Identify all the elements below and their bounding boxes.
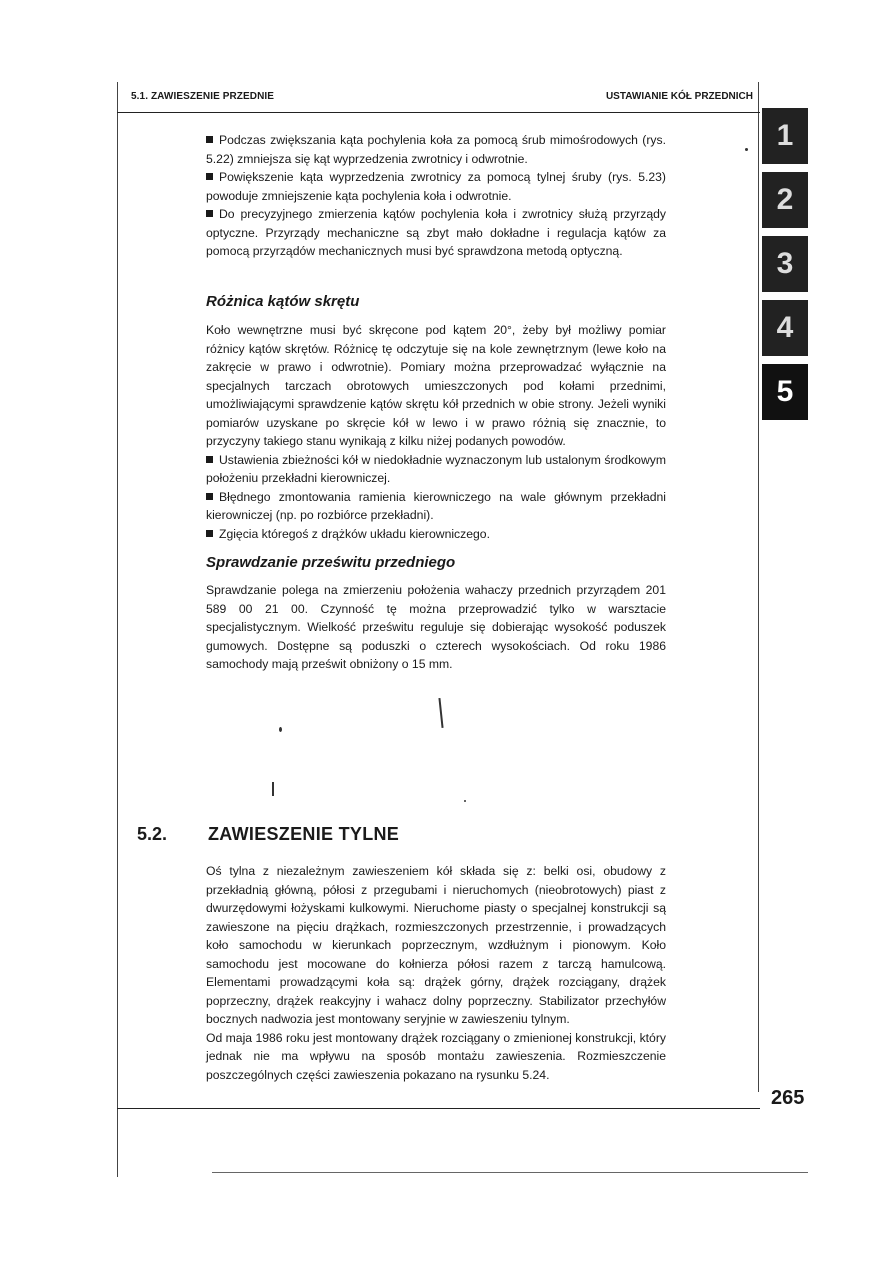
scan-speck (279, 727, 282, 732)
ground-clearance-block (206, 581, 666, 674)
scan-speck (745, 148, 748, 151)
turn-angle-bullet-1: Ustawienia zbieżności kół w niedokładnie wyznaczonym lub ustalonym środkowym położeniu przekładni kierowniczej. (206, 452, 666, 485)
rear-suspension-paragraph-1: Oś tylna z niezależnym zawieszeniem kół składa się z: belki osi, obudowy z przekładnią główną, półosi z przegubami i nieruchomych (nieobrotowych) piast z dwurzędowymi łożyskami kulkowymi. Nieruchome piasty o specjalnej konstrukcji są zawieszone na pięciu drążkach, rozmieszczonych przestrzennie, i prowadzących koło samochodu w kierunkach poprzecznym, wzdłużnym i pionowym. Koło samochodu jest mocowane do kołnierza półosi razem z tarczą hamulcową. Elementami prowadzącymi koła są: drążek górny, drążek rozciągany, drążek poprzeczny, drążek reakcyjny i wahacz dolny poprzeczny. Stabilizator przechyłów bocznych nadwozia jest montowany seryjnie w zawieszeniu tylnym. (206, 864, 666, 1026)
intro-bullet-3: Do precyzyjnego zmierzenia kątów pochylenia koła i zwrotnicy służą przyrządy optyczne. Przyrządy mechaniczne są zbyt mało dokładne i regulacja kątów za pomocą przyrządów mechanicznych musi być sprawdzona metodą optyczną. (206, 207, 666, 258)
page-number: 265 (771, 1087, 805, 1109)
intro-block (206, 131, 666, 261)
scan-speck (438, 698, 443, 728)
page-frame-left (117, 82, 118, 1177)
rear-suspension-block (206, 862, 666, 1084)
bullet-square-icon (206, 456, 213, 463)
chapter-tab-1: 1 (762, 108, 808, 164)
rear-suspension-paragraph-2: Od maja 1986 roku jest montowany drążek rozciągany o zmienionej konstrukcji, który jednak nie ma wpływu na sposób montażu zawieszenia. Rozmieszczenie poszczególnych części zawieszenia pokazano na rysunku 5.24. (206, 1030, 666, 1082)
running-header-chapter: 5.1. ZAWIESZENIE PRZEDNIE (131, 91, 275, 102)
turn-angle-bullet-3: Zgięcia któregoś z drążków układu kierowniczego. (206, 525, 666, 544)
bullet-square-icon (206, 210, 213, 217)
ground-clearance-paragraph: Sprawdzanie polega na zmierzeniu położenia wahaczy przednich przyrządem 201 589 00 21 00. Czynność tę można przeprowadzić tylko w warsztacie specjalistycznym. Wielkość prześwitu reguluje się dobierając wysokość poduszek gumowych. Dostępne są poduszki o czterech wysokościach. Od roku 1986 samochody mają prześwit obniżony o 15 mm. (206, 583, 666, 671)
bullet-square-icon (206, 136, 213, 143)
section-number: 5.2. (137, 824, 168, 844)
footer-rule-lower (212, 1172, 808, 1173)
turn-angle-block (206, 321, 666, 543)
heading-ground-clearance: Sprawdzanie prześwitu przedniego (206, 554, 456, 571)
turn-angle-paragraph: Koło wewnętrzne musi być skręcone pod kątem 20°, żeby był możliwy pomiar różnicy kątów skrętów. Różnicę tę odczytuje się na kole zewnętrznym (lewe koło na zakręcie w prawo i odwrotnie). Pomiary można przeprowadzać wyłącznie na specjalnych tarczach obrotowych umieszczonych pod kołami przednimi, umożliwiającymi sprawdzenie kątów skrętu kół przednich w obie strony. Jeżeli wyniki pomiarów uzyskane po skręcie kół w lewo i w prawo różnią się znacznie, to przyczyny takiego stanu wynikają z kilku niżej podanych powodów. (206, 323, 666, 448)
chapter-tab-5: 5 (762, 364, 808, 420)
intro-bullet-2: Powiększenie kąta wyprzedzenia zwrotnicy za pomocą tylnej śruby (rys. 5.23) powoduje zmniejszenie kąta pochylenia koła i odwrotnie. (206, 170, 666, 203)
chapter-tab-2: 2 (762, 172, 808, 228)
bullet-square-icon (206, 530, 213, 537)
heading-turn-angle: Różnica kątów skrętu (206, 293, 360, 310)
scan-speck (464, 800, 466, 802)
chapter-tabs (762, 108, 808, 428)
scan-speck (272, 782, 274, 796)
bullet-square-icon (206, 493, 213, 500)
footer-rule (117, 1108, 760, 1109)
turn-angle-bullet-2: Błędnego zmontowania ramienia kierowniczego na wale głównym przekładni kierowniczej (np. po rozbiórce przekładni). (206, 489, 666, 522)
section-title: ZAWIESZENIE TYLNE (208, 824, 400, 844)
chapter-tab-3: 3 (762, 236, 808, 292)
intro-bullet-1: Podczas zwiększania kąta pochylenia koła za pomocą śrub mimośrodowych (rys. 5.22) zmniejsza się kąt wyprzedzenia zwrotnicy i odwrotnie. (206, 133, 666, 166)
header-rule (117, 112, 760, 113)
bullet-square-icon (206, 173, 213, 180)
chapter-tab-4: 4 (762, 300, 808, 356)
page-frame-right (758, 82, 759, 1092)
running-header-topic: USTAWIANIE KÓŁ PRZEDNICH (605, 91, 753, 102)
